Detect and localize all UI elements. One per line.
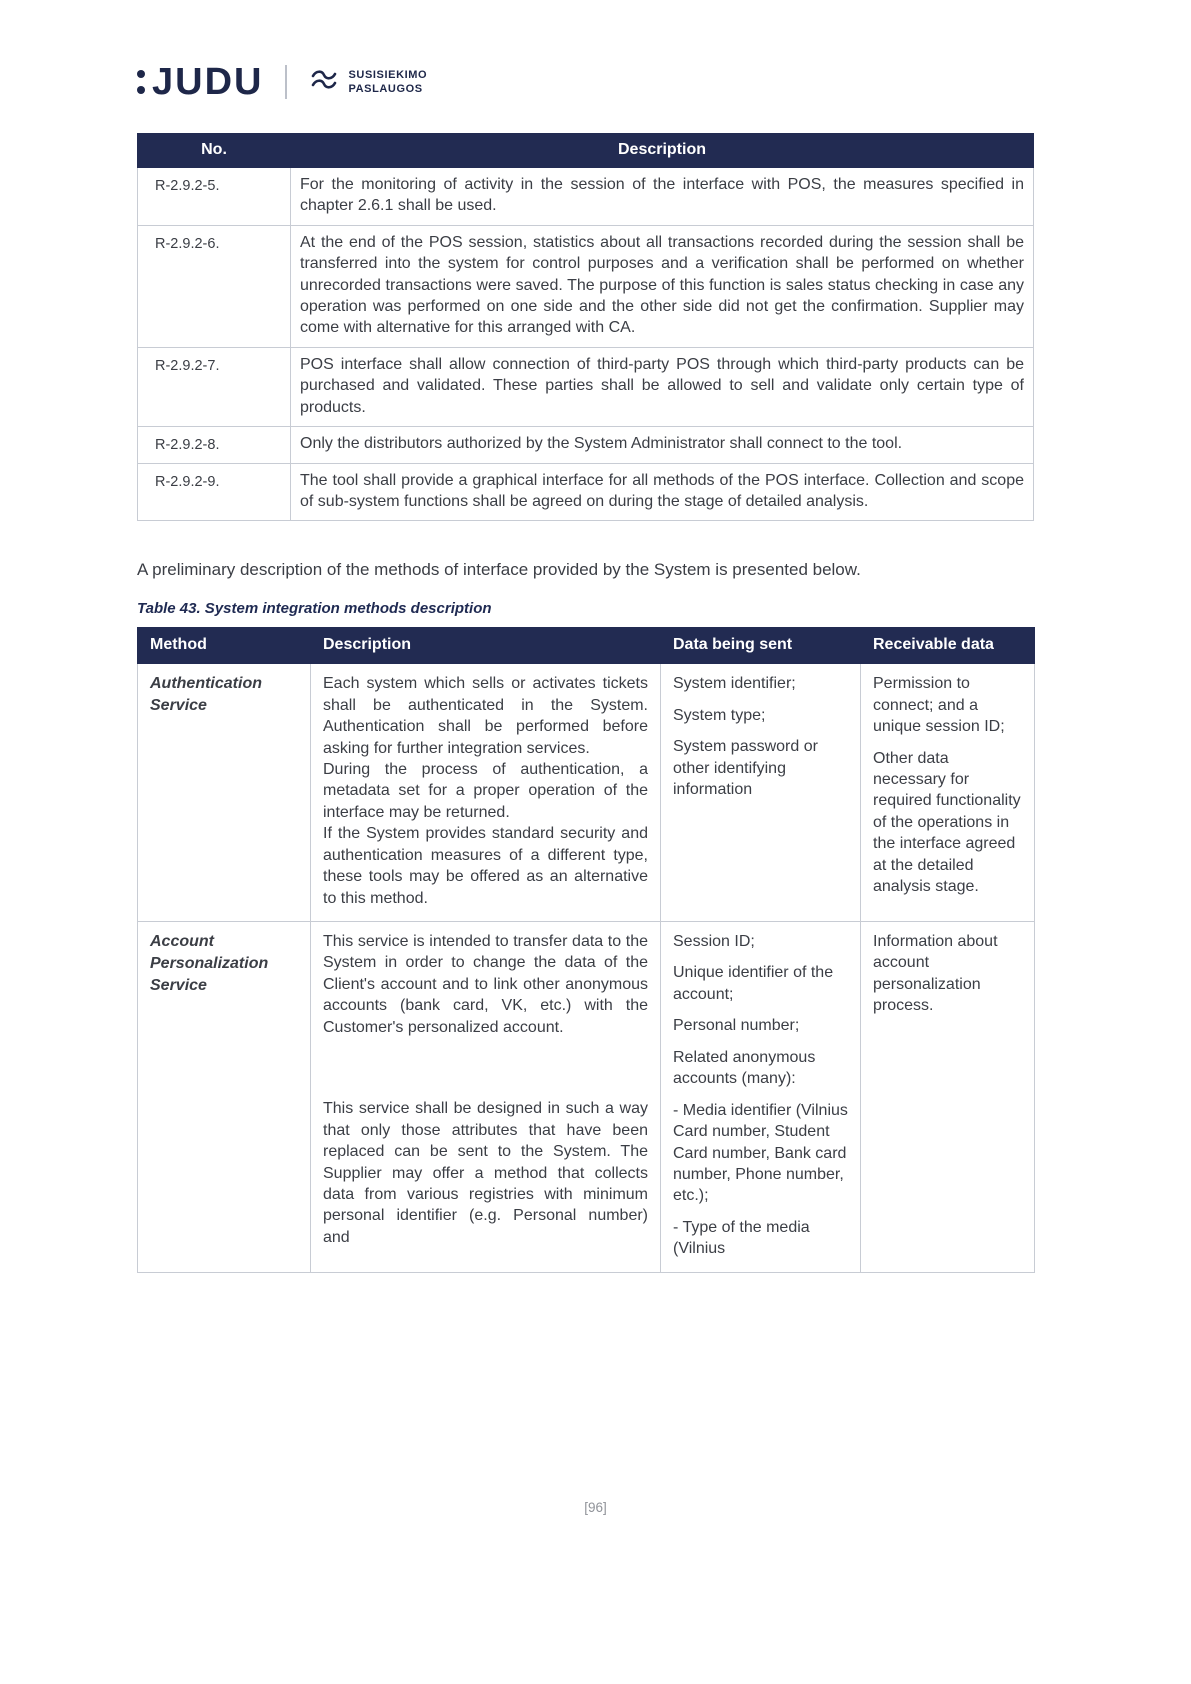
req-no: R-2.9.2-9.: [138, 463, 291, 521]
data-sent-item: System type;: [673, 706, 766, 724]
receivable-item: Other data necessary for required functionality of the operations in the interface agreed at the detailed analysis stage.: [873, 749, 1021, 896]
description-paragraph: During the process of authentication, a metadata set for a proper operation of the interface may be returned.: [323, 760, 648, 821]
intro-paragraph: A preliminary description of the methods of interface provided by the System is presented below.: [137, 560, 861, 580]
brand-divider: [285, 65, 287, 99]
header-data-being-sent: Data being sent: [661, 628, 861, 664]
table-row: [138, 347, 1034, 426]
method-name: Account Personalization Service: [138, 922, 311, 1273]
table-row: [138, 225, 1034, 347]
requirements-table: [137, 133, 1034, 521]
table-row: [138, 427, 1034, 463]
receivable-item: Permission to connect; and a unique session ID;: [873, 675, 1005, 736]
method-description: [311, 922, 661, 1273]
receivable-cell: [861, 664, 1035, 922]
table-caption: Table 43. System integration methods description: [137, 600, 492, 618]
partner-line2: PASLAUGOS: [348, 83, 423, 95]
data-sent-item: Session ID;: [673, 933, 755, 951]
description-paragraph: This service is intended to transfer data to the System in order to change the data of the Client's account and to link other anonymous accounts (bank card, VK, etc.) with the Customer's personalized account.: [323, 933, 648, 1036]
req-no: R-2.9.2-7.: [138, 347, 291, 426]
data-sent-item: System identifier;: [673, 675, 796, 693]
header-method: Method: [138, 628, 311, 664]
page-number: [96]: [584, 1500, 607, 1515]
data-sent-item: System password or other identifying information: [673, 738, 818, 798]
data-sent-item: Related anonymous accounts (many):: [673, 1048, 816, 1088]
description-paragraph: If the System provides standard security and authentication measures of a different type, these tools may be offered as an alternative to this method.: [323, 825, 648, 907]
partner-line1: SUSISIEKIMO: [348, 68, 428, 81]
description-paragraph: This service shall be designed in such a way that only those attributes that have been replaced can be sent to the System. The Supplier may offer a method that collects data from various registries with minimum personal identifier (e.g. Personal number) and: [323, 1100, 648, 1246]
header-no: No.: [138, 134, 291, 168]
brand-header: [137, 60, 1034, 104]
receivable-item: Information about account personalization process.: [873, 933, 998, 1015]
data-sent-cell: [661, 664, 861, 922]
partner-logo: [309, 65, 427, 100]
table-row: [138, 167, 1034, 225]
req-no: R-2.9.2-6.: [138, 225, 291, 347]
judu-dots-icon: [137, 70, 145, 94]
table-row: [138, 664, 1035, 922]
page-content: [137, 60, 1034, 1273]
wave-icon: [309, 65, 339, 100]
header-description: Description: [311, 628, 661, 664]
methods-table-header-row: [138, 628, 1035, 664]
data-sent-item: - Type of the media (Vilnius: [673, 1218, 810, 1258]
req-description: At the end of the POS session, statistics about all transactions recorded during the session shall be transferred into the system for control purposes and a verification shall be performed on whether unrecorded transactions were saved. The purpose of this function is sales status checking in case any operation was performed on one side and the other side did not get the confirmation. Supplier may come with alternative for this arranged with CA.: [291, 225, 1034, 347]
req-description: The tool shall provide a graphical interface for all methods of the POS interface. Collection and scope of sub-system functions shall be agreed on during the stage of detailed analysis.: [291, 463, 1034, 521]
data-sent-item: Unique identifier of the account;: [673, 964, 834, 1003]
description-paragraph: Each system which sells or activates tickets shall be authenticated in the System. Authentication shall be performed before asking for further integration services.: [323, 675, 648, 757]
header-receivable-data: Receivable data: [861, 628, 1035, 664]
judu-logo: [137, 63, 263, 101]
req-description: Only the distributors authorized by the System Administrator shall connect to the tool.: [291, 427, 1034, 463]
table-row: [138, 922, 1035, 1273]
judu-wordmark: JUDU: [152, 61, 264, 103]
methods-table: [137, 627, 1035, 1272]
req-no: R-2.9.2-8.: [138, 427, 291, 463]
req-description: POS interface shall allow connection of third-party POS through which third-party products can be purchased and validated. These parties shall be allowed to sell and validate only certain type of products.: [291, 347, 1034, 426]
requirements-table-header-row: [138, 134, 1034, 168]
req-no: R-2.9.2-5.: [138, 167, 291, 225]
method-description: [311, 664, 661, 922]
data-sent-item: - Media identifier (Vilnius Card number, Student Card number, Bank card number, Phone number, etc.);: [673, 1101, 848, 1205]
table-row: [138, 463, 1034, 521]
partner-wordmark: [348, 68, 427, 97]
data-sent-item: Personal number;: [673, 1017, 800, 1035]
method-name: Authentication Service: [138, 664, 311, 922]
receivable-cell: [861, 922, 1035, 1273]
header-description: Description: [291, 134, 1034, 168]
data-sent-cell: [661, 922, 861, 1273]
req-description: For the monitoring of activity in the session of the interface with POS, the measures specified in chapter 2.6.1 shall be used.: [291, 167, 1034, 225]
